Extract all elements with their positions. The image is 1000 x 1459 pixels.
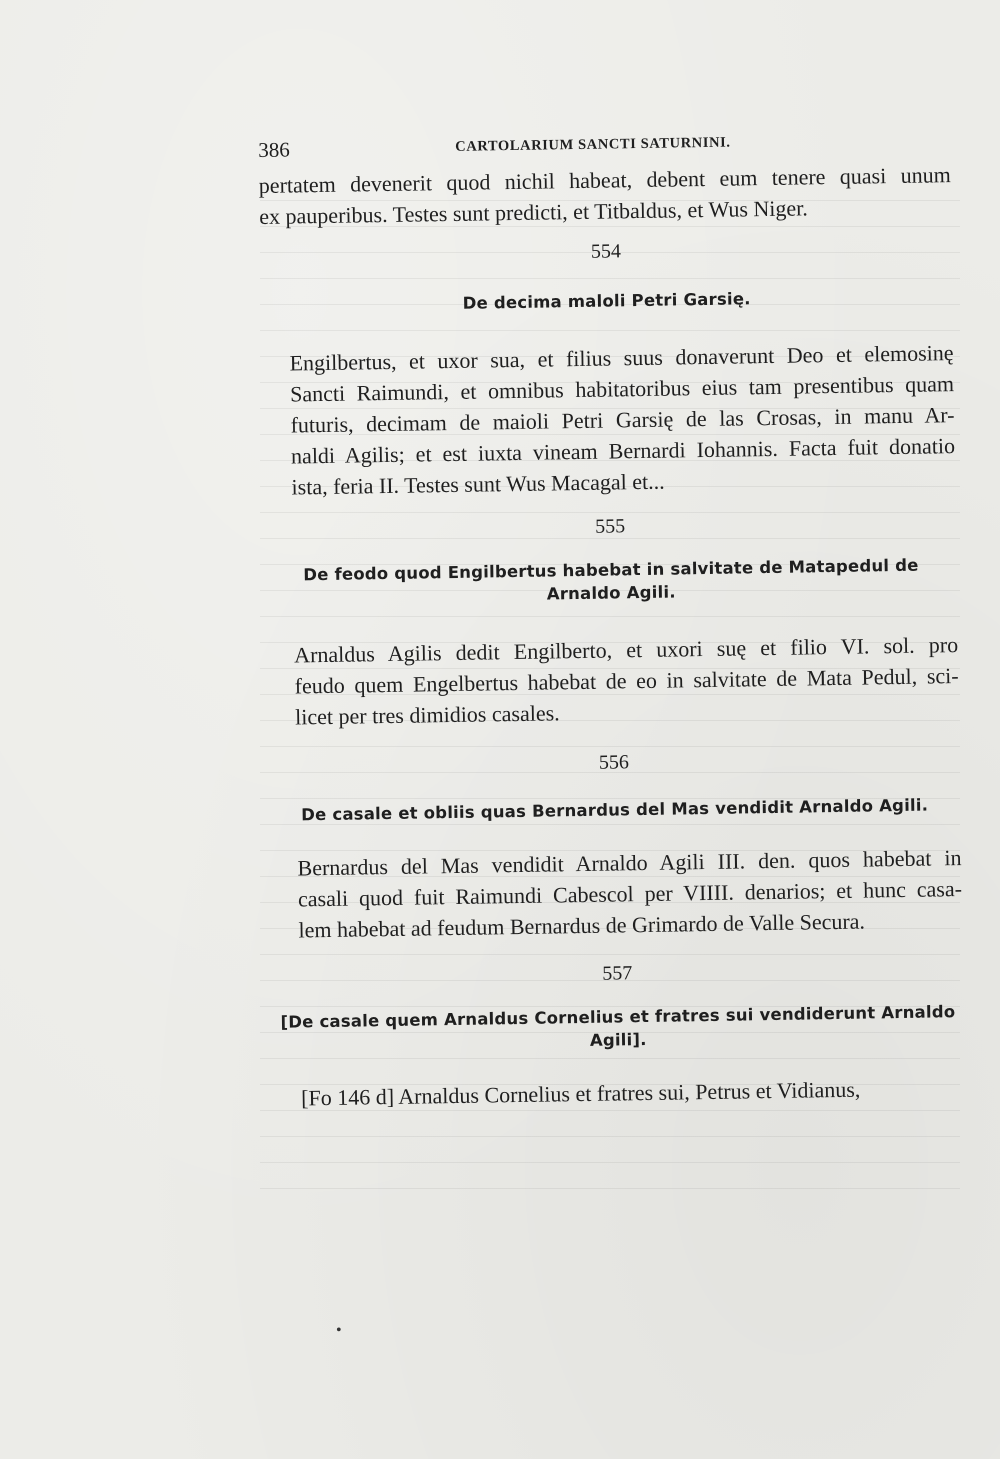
text-line: naldi Agilis; et est iuxta vineam Bernardi Iohannis. Facta fuit donatio bbox=[290, 433, 956, 469]
charter-text bbox=[261, 337, 955, 503]
text-line: ista, feria II. Testes sunt Wus Macagal et... bbox=[291, 468, 665, 500]
charter-heading bbox=[261, 284, 953, 318]
stray-mark: • bbox=[336, 1322, 342, 1339]
page-number: 386 bbox=[258, 137, 290, 162]
page-content bbox=[258, 123, 965, 1114]
heading-line: Agili]. bbox=[589, 1030, 647, 1050]
text-line: feudo quem Engelbertus habebat de eo in salvitate de Mata Pedul, sci- bbox=[294, 663, 959, 699]
text-line: casali quod fuit Raimundi Cabescol per VIIII. denarios; et hunc casa- bbox=[297, 876, 963, 912]
charter-text bbox=[266, 629, 959, 733]
text-line: futuris, decimam de maioli Petri Garsię de las Crosas, in manu Ar- bbox=[290, 402, 955, 438]
text-line: pertatem devenerit quod nichil habeat, debent eum tenere quasi unum bbox=[258, 162, 951, 198]
heading-line: Arnaldo Agili. bbox=[546, 582, 676, 604]
text-line: [Fo 146 d] Arnaldus Cornelius et fratres sui, Petrus et Vidianus, bbox=[300, 1076, 861, 1111]
text-line: Bernardus del Mas vendidit Arnaldo Agili III. den. quos habebat in bbox=[297, 845, 962, 881]
text-line: Arnaldus Agilis dedit Engilberto, et uxori suę et filio VI. sol. pro bbox=[293, 632, 959, 668]
charter-number: 555 bbox=[595, 515, 626, 538]
text-line: Engilbertus, et uxor sua, et filius suus donaverunt Deo et elemosinę bbox=[289, 340, 954, 376]
text-line: licet per tres dimidios casales. bbox=[294, 700, 560, 730]
text-line: ex pauperibus. Testes sunt predicti, et Titbaldus, et Wus Niger. bbox=[259, 195, 808, 229]
charter-heading bbox=[265, 553, 958, 610]
heading-line: De casale et obliis quas Bernardus del Mas vendidit Arnaldo Agili. bbox=[301, 795, 929, 825]
charter-number: 554 bbox=[590, 240, 622, 263]
heading-line: De feodo quod Engilbertus habebat in salvitate de Matapedul de bbox=[303, 555, 919, 585]
text-line: Sancti Raimundi, et omnibus habitatoribus eius tam presentibus quam bbox=[289, 371, 955, 407]
charter-text bbox=[269, 842, 962, 946]
heading-line: [De casale quem Arnaldus Cornelius et fratres sui vendiderunt Arnaldo bbox=[280, 1002, 956, 1032]
charter-heading bbox=[272, 1000, 965, 1057]
charter-number: 556 bbox=[598, 751, 630, 774]
running-title: CARTOLARIUM SANCTI SATURNINI. bbox=[455, 134, 731, 155]
heading-line: De decima maloli Petri Garsię. bbox=[462, 289, 751, 313]
text-line: lem habebat ad feudum Bernardus de Grimardo de Valle Secura. bbox=[298, 908, 866, 943]
continuation-paragraph bbox=[259, 159, 952, 232]
charter-number: 557 bbox=[602, 962, 633, 985]
charter-heading bbox=[269, 793, 961, 827]
